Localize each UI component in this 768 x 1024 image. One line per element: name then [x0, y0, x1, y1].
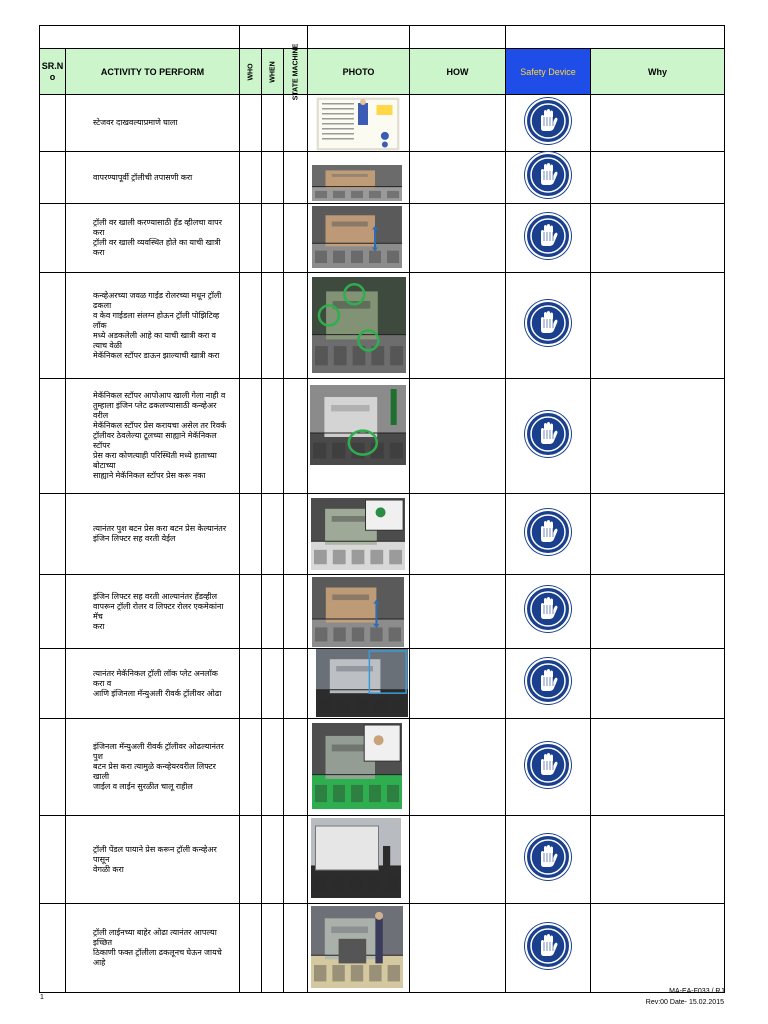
how-cell [410, 719, 506, 816]
when-cell [262, 95, 284, 152]
who-cell [240, 904, 262, 993]
hand-protection-icon [525, 509, 571, 555]
how-cell [410, 904, 506, 993]
state-cell [284, 379, 308, 494]
activity-cell [66, 816, 240, 904]
table-row [40, 904, 725, 993]
when-cell [262, 649, 284, 719]
why-cell [591, 719, 725, 816]
photo-cell [308, 575, 410, 649]
who-cell [240, 152, 262, 204]
how-cell [410, 575, 506, 649]
how-cell [410, 152, 506, 204]
why-cell [591, 379, 725, 494]
who-cell [240, 494, 262, 575]
sop-sheet [39, 25, 724, 993]
page-number: 1 [40, 994, 44, 1001]
activity-cell [66, 494, 240, 575]
activity-text: त्यानंतर पुश बटन प्रेस करा बटन प्रेस केल्यानंतर इंजिन लिफ्टर सह वरती येईल [93, 524, 227, 543]
srno-cell [40, 575, 66, 649]
state-cell [284, 95, 308, 152]
activity-text: वापरण्यापूर्वी ट्रॉलीची तपासणी करा [93, 172, 193, 182]
safety-device-cell [506, 719, 591, 816]
who-cell [240, 649, 262, 719]
safety-device-cell [506, 95, 591, 152]
activity-cell [66, 204, 240, 273]
photo-cell [308, 904, 410, 993]
activity-cell [66, 379, 240, 494]
header-how: HOW [410, 49, 506, 95]
how-cell [410, 95, 506, 152]
how-cell [410, 273, 506, 379]
table-body [40, 95, 725, 993]
pedal-press-image [311, 818, 401, 898]
ppe-chart-image [316, 97, 400, 151]
header-who: WHO [240, 49, 262, 95]
when-cell [262, 379, 284, 494]
table-row [40, 816, 725, 904]
header-srno: SR.N o [40, 49, 66, 95]
header-why: Why [591, 49, 725, 95]
photo-cell [308, 719, 410, 816]
table-row [40, 379, 725, 494]
when-cell [262, 273, 284, 379]
hand-protection-icon [525, 98, 571, 144]
document-footer [646, 986, 724, 1008]
srno-cell [40, 494, 66, 575]
srno-cell [40, 719, 66, 816]
table-row [40, 95, 725, 152]
state-cell [284, 204, 308, 273]
hand-protection-icon [525, 834, 571, 880]
when-cell [262, 575, 284, 649]
safety-device-cell [506, 494, 591, 575]
hand-protection-icon [525, 658, 571, 704]
activity-cell [66, 719, 240, 816]
who-cell [240, 204, 262, 273]
table-row [40, 273, 725, 379]
table-row [40, 152, 725, 204]
table-row [40, 649, 725, 719]
when-cell [262, 904, 284, 993]
state-cell [284, 575, 308, 649]
who-cell [240, 575, 262, 649]
table-row [40, 575, 725, 649]
why-cell [591, 204, 725, 273]
sop-table [39, 25, 725, 993]
how-cell [410, 494, 506, 575]
activity-cell [66, 95, 240, 152]
state-cell [284, 152, 308, 204]
when-cell [262, 816, 284, 904]
who-cell [240, 719, 262, 816]
hand-protection-icon [525, 213, 571, 259]
photo-cell [308, 379, 410, 494]
trolley-lift-image [312, 206, 402, 268]
photo-cell [308, 273, 410, 379]
srno-cell [40, 152, 66, 204]
header-activity: ACTIVITY TO PERFORM [66, 49, 240, 95]
activity-cell [66, 904, 240, 993]
hand-protection-icon [525, 923, 571, 969]
photo-cell [308, 204, 410, 273]
header-photo: PHOTO [308, 49, 410, 95]
photo-cell [308, 152, 410, 204]
trolley-out-image [311, 906, 403, 988]
guide-roller-image [312, 277, 406, 373]
srno-cell [40, 379, 66, 494]
how-cell [410, 816, 506, 904]
activity-cell [66, 273, 240, 379]
who-cell [240, 379, 262, 494]
state-cell [284, 649, 308, 719]
srno-cell [40, 904, 66, 993]
lock-plate-image [316, 649, 408, 717]
why-cell [591, 904, 725, 993]
activity-text: ट्रॉली पेंडल पायाने प्रेस करून ट्रॉली कन्व्हेअर पासून वेगळी करा [93, 844, 217, 874]
activity-text: ट्रॉली वर खाली करण्यासाठी हँड व्हीलचा वापर करा ट्रॉली वर खाली व्यवस्थित होते का याची खात्री करा [93, 218, 222, 257]
why-cell [591, 649, 725, 719]
header-when: WHEN [262, 49, 284, 95]
how-cell [410, 379, 506, 494]
srno-cell [40, 273, 66, 379]
safety-device-cell [506, 816, 591, 904]
safety-device-cell [506, 204, 591, 273]
hand-protection-icon [525, 411, 571, 457]
activity-text: त्यानंतर मेकॅनिकल ट्रॉली लॉक प्लेट अनलॉक करा व आणि इंजिनला मॅन्युअली रीवर्क ट्रॉलीवर ओढा [93, 668, 222, 698]
who-cell [240, 273, 262, 379]
who-cell [240, 95, 262, 152]
when-cell [262, 719, 284, 816]
srno-cell [40, 204, 66, 273]
hand-protection-icon [525, 300, 571, 346]
hand-protection-icon [525, 742, 571, 788]
when-cell [262, 152, 284, 204]
photo-cell [308, 494, 410, 575]
activity-text: कन्व्हेअरच्या जवळ गाईड रोलरच्या मधून ट्रॉली ढकला व केव गाईडला संलग्न होऊन ट्रॉली पोझिटिव्ह लॉक मध्ये अडकलेली आहे का याची खात्री करा व त्याच वेळी मेकॅनिकल स्टॉपर डाऊन झाल्याची खात्री करा [93, 290, 222, 360]
how-cell [410, 204, 506, 273]
photo-cell [308, 816, 410, 904]
roller-match-image [312, 577, 404, 647]
why-cell [591, 575, 725, 649]
safety-device-cell [506, 904, 591, 993]
who-cell [240, 816, 262, 904]
state-cell [284, 273, 308, 379]
table-header-row [40, 49, 725, 95]
header-safety-device: Safety Device [506, 49, 591, 95]
hand-protection-icon [525, 152, 571, 198]
state-cell [284, 494, 308, 575]
why-cell [591, 494, 725, 575]
state-cell [284, 904, 308, 993]
photo-cell [308, 95, 410, 152]
when-cell [262, 204, 284, 273]
table-row [40, 719, 725, 816]
why-cell [591, 816, 725, 904]
srno-cell [40, 649, 66, 719]
table-row [40, 494, 725, 575]
hand-protection-icon [525, 586, 571, 632]
activity-text: इंजिनला मॅन्युअली रीवर्क ट्रॉलीवर ओढल्यानंतर पुश बटन प्रेस करा त्यामुळे कन्व्हेयरवरील लिफ्टर खाली जाईल व लाईन सुरळीत चालू राहील [93, 742, 224, 791]
activity-cell [66, 649, 240, 719]
state-cell [284, 719, 308, 816]
activity-text: इंजिन लिफ्टर सह वरती आल्यानंतर हँडव्हील वापरून ट्रॉली रोलर व लिफ्टर रोलर एकमेकांना मॅच करा [93, 591, 224, 631]
safety-device-cell [506, 649, 591, 719]
header-state-machine: STATE MACHINE [284, 49, 308, 95]
trolley-image [312, 165, 402, 201]
table-row [40, 204, 725, 273]
table-top-row [40, 26, 725, 49]
doc-code: MA-EA-F033 / RJ [669, 988, 724, 995]
srno-cell [40, 95, 66, 152]
push-button-image [311, 498, 405, 570]
safety-device-cell [506, 575, 591, 649]
activity-cell [66, 152, 240, 204]
activity-text: ट्रॉली लाईनच्या बाहेर ओढा त्यानंतर आपल्या इच्छित ठिकाणी फक्त ट्रॉलीला ढकलूनच घेऊन जायचे आहे [93, 928, 222, 967]
lifter-down-image [312, 723, 402, 809]
why-cell [591, 273, 725, 379]
activity-cell [66, 575, 240, 649]
safety-device-cell [506, 152, 591, 204]
revision-date: Rev:00 Date- 15.02.2015 [645, 999, 724, 1006]
activity-text: स्टेजवर दाखवल्याप्रमाणे घाला [93, 118, 178, 127]
when-cell [262, 494, 284, 575]
activity-text: मेकॅनिकल स्टॉपर आपोआप खाली गेला नाही व तुम्हाला इंजिन प्लेट ढकलण्यासाठी कन्व्हेअर वरील मेकॅनिकल स्टॉपर प्रेस करायचा असेल तर रिवर्क ट्रॉलीवर ठेवलेल्या टूलच्या साह्याने मेकॅनिकल स्टॉपर प्रेस करा कोणत्याही परिस्थिती मध्ये हाताच्या बोटाच्या साह्याने मेकॅनिकल स्टॉपर प्रेस करू नका [93, 391, 227, 480]
why-cell [591, 152, 725, 204]
safety-device-cell [506, 273, 591, 379]
state-cell [284, 816, 308, 904]
how-cell [410, 649, 506, 719]
safety-device-cell [506, 379, 591, 494]
srno-cell [40, 816, 66, 904]
photo-cell [308, 649, 410, 719]
mechanical-stopper-image [310, 385, 406, 465]
why-cell [591, 95, 725, 152]
